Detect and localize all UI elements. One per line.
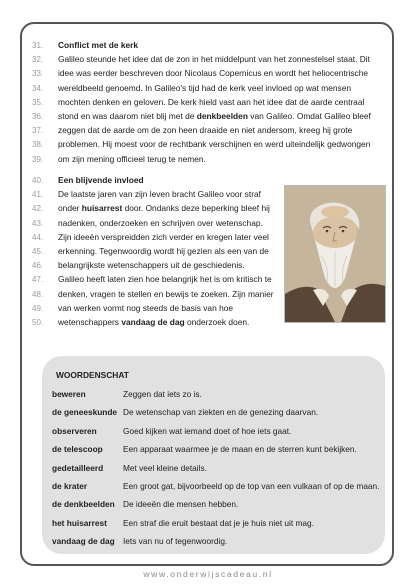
line-number: 50. bbox=[32, 318, 44, 327]
vocabulary-row bbox=[52, 442, 382, 456]
vocabulary-row bbox=[52, 497, 382, 511]
line-number: 35. bbox=[32, 97, 44, 107]
vocabulary-title: WOORDENSCHAT bbox=[56, 370, 129, 380]
line-number: 32. bbox=[32, 55, 44, 65]
line-number: 39. bbox=[32, 154, 44, 164]
line-text-part: stond en was daarom niet blij met de bbox=[58, 111, 197, 121]
line-text: nadenken, onderzoeken en schrijven over wetenschap. bbox=[58, 217, 263, 228]
line-text-part: door. Ondanks deze beperking bleef hij bbox=[122, 203, 270, 214]
text-line bbox=[32, 287, 274, 301]
line-number: 45. bbox=[32, 247, 44, 256]
text-line bbox=[32, 230, 269, 244]
line-text: van werken vormt nog steeds de basis van hoe bbox=[58, 302, 234, 313]
line-text: zeggen dat de aarde om de zon heen draaide en niet andersom, kreeg hij grote bbox=[58, 125, 353, 136]
keyword: huisarrest bbox=[81, 203, 123, 214]
vocabulary-term: het huisarrest bbox=[52, 517, 107, 528]
vocabulary-term: de krater bbox=[52, 481, 88, 491]
text-line bbox=[32, 81, 351, 95]
line-text: mochten denken en geloven. De kerk hield vast aan het idee dat de aarde centraal bbox=[58, 96, 365, 107]
line-text bbox=[58, 203, 270, 213]
section-title: Een blijvende invloed bbox=[58, 175, 144, 185]
keyword: vandaag de dag bbox=[121, 317, 185, 327]
text-line bbox=[32, 52, 370, 66]
line-number: 31. bbox=[32, 41, 44, 50]
line-text-part: onder bbox=[58, 203, 82, 214]
section-title: Conflict met de kerk bbox=[58, 40, 139, 50]
line-text-part: wetenschappers bbox=[58, 317, 122, 327]
text-line bbox=[32, 137, 370, 151]
line-number: 49. bbox=[32, 303, 44, 313]
text-line bbox=[32, 66, 368, 80]
line-number: 34. bbox=[32, 83, 44, 93]
line-number: 48. bbox=[32, 289, 44, 299]
vocabulary-term: beweren bbox=[52, 389, 86, 399]
line-text: belangrijkste wetenschappers uit de geschiedenis. bbox=[58, 260, 245, 271]
line-text: idee was eerder beschreven door Nicolaus Copernicus en wordt het heliocentrische bbox=[58, 68, 369, 79]
line-text: om zijn mening officieel terug te nemen. bbox=[58, 153, 206, 164]
vocabulary-definition: Goed kijken wat iemand doet of hoe iets gaat. bbox=[123, 425, 292, 436]
line-text: Galileo heeft laten zien hoe belangrijk het is om kritisch te bbox=[58, 274, 272, 285]
vocabulary-row bbox=[52, 479, 382, 493]
line-number: 42. bbox=[32, 204, 44, 214]
footer-website: www.onderwijscadeau.nl bbox=[143, 569, 273, 579]
vocabulary-row bbox=[52, 405, 382, 419]
text-line bbox=[32, 95, 364, 109]
text-line bbox=[32, 244, 269, 258]
vocabulary-row bbox=[52, 461, 382, 475]
vocabulary-definition: Een straf die eruit bestaat dat je je huis niet uit mag. bbox=[123, 517, 314, 528]
vocabulary-definition: Met veel kleine details. bbox=[123, 462, 207, 473]
line-number: 46. bbox=[32, 261, 44, 271]
vocabulary-term: de telescoop bbox=[52, 444, 103, 455]
line-number: 38. bbox=[32, 140, 44, 150]
text-line bbox=[32, 173, 144, 187]
text-line bbox=[32, 301, 233, 315]
text-line bbox=[32, 216, 263, 230]
text-line bbox=[32, 272, 272, 286]
line-text: Galileo steunde het idee dat de zon in het middelpunt van het zonnestelsel staat. Dit bbox=[58, 54, 370, 65]
line-number: 44. bbox=[32, 232, 44, 242]
line-number: 37. bbox=[32, 126, 44, 136]
text-line bbox=[32, 152, 206, 166]
text-line bbox=[32, 315, 249, 329]
vocabulary-definition: Een apparaat waarmee je de maan en de sterren kunt bekijken. bbox=[123, 444, 357, 455]
line-text: denken, vragen te stellen en bewijs te zoeken. Zijn manier bbox=[58, 288, 274, 299]
vocabulary-definition: De ideeën die mensen hebben. bbox=[123, 499, 239, 510]
vocabulary-definition: Iets van nu of tegenwoordig. bbox=[123, 536, 228, 547]
line-text: wereldbeeld genoemd. In Galileo's tijd had de kerk veel invloed op wat mensen bbox=[58, 82, 352, 93]
line-number: 41. bbox=[32, 190, 44, 200]
line-text: problemen. Hij moest voor de rechtbank verschijnen en werd uiteindelijk gedwongen bbox=[58, 139, 371, 150]
vocabulary-row bbox=[52, 534, 382, 548]
vocabulary-box bbox=[42, 356, 385, 554]
line-text bbox=[58, 111, 371, 121]
line-number: 33. bbox=[32, 69, 44, 79]
vocabulary-term: de denkbeelden bbox=[52, 499, 115, 510]
vocabulary-term: observeren bbox=[52, 425, 97, 436]
line-text: De laatste jaren van zijn leven bracht Galileo voor straf bbox=[58, 189, 261, 200]
galileo-portrait-image bbox=[284, 185, 386, 323]
vocabulary-term: gedetailleerd bbox=[52, 462, 104, 473]
line-text-part: van Galileo. Omdat Galileo bleef bbox=[247, 111, 371, 121]
vocabulary-row bbox=[52, 424, 382, 438]
text-line bbox=[32, 258, 245, 272]
vocabulary-definition: Een groot gat, bijvoorbeeld op de top van een vulkaan of op de maan. bbox=[123, 481, 380, 491]
text-line bbox=[32, 109, 371, 123]
line-text: Zijn ideeën verspreidden zich verder en kregen later veel bbox=[58, 231, 269, 242]
vocabulary-term: de geneeskunde bbox=[52, 407, 118, 418]
text-line bbox=[32, 123, 352, 137]
line-text bbox=[58, 317, 249, 327]
vocabulary-definition: Zeggen dat iets zo is. bbox=[123, 389, 202, 399]
vocabulary-term: vandaag de dag bbox=[52, 536, 115, 547]
text-line bbox=[32, 38, 138, 52]
line-number: 36. bbox=[32, 112, 44, 121]
text-line bbox=[32, 201, 270, 215]
line-number: 40. bbox=[32, 176, 44, 185]
line-number: 47. bbox=[32, 275, 44, 285]
vocabulary-row bbox=[52, 516, 382, 530]
vocabulary-row bbox=[52, 387, 382, 401]
keyword: denkbeelden bbox=[196, 111, 248, 121]
line-text-part: onderzoek doen. bbox=[184, 317, 250, 327]
line-number: 43. bbox=[32, 218, 44, 228]
text-line bbox=[32, 187, 261, 201]
line-text: erkenning. Tegenwoordig wordt hij gezien als een van de bbox=[58, 246, 269, 256]
vocabulary-definition: De wetenschap van ziekten en de genezing daarvan. bbox=[123, 407, 319, 418]
